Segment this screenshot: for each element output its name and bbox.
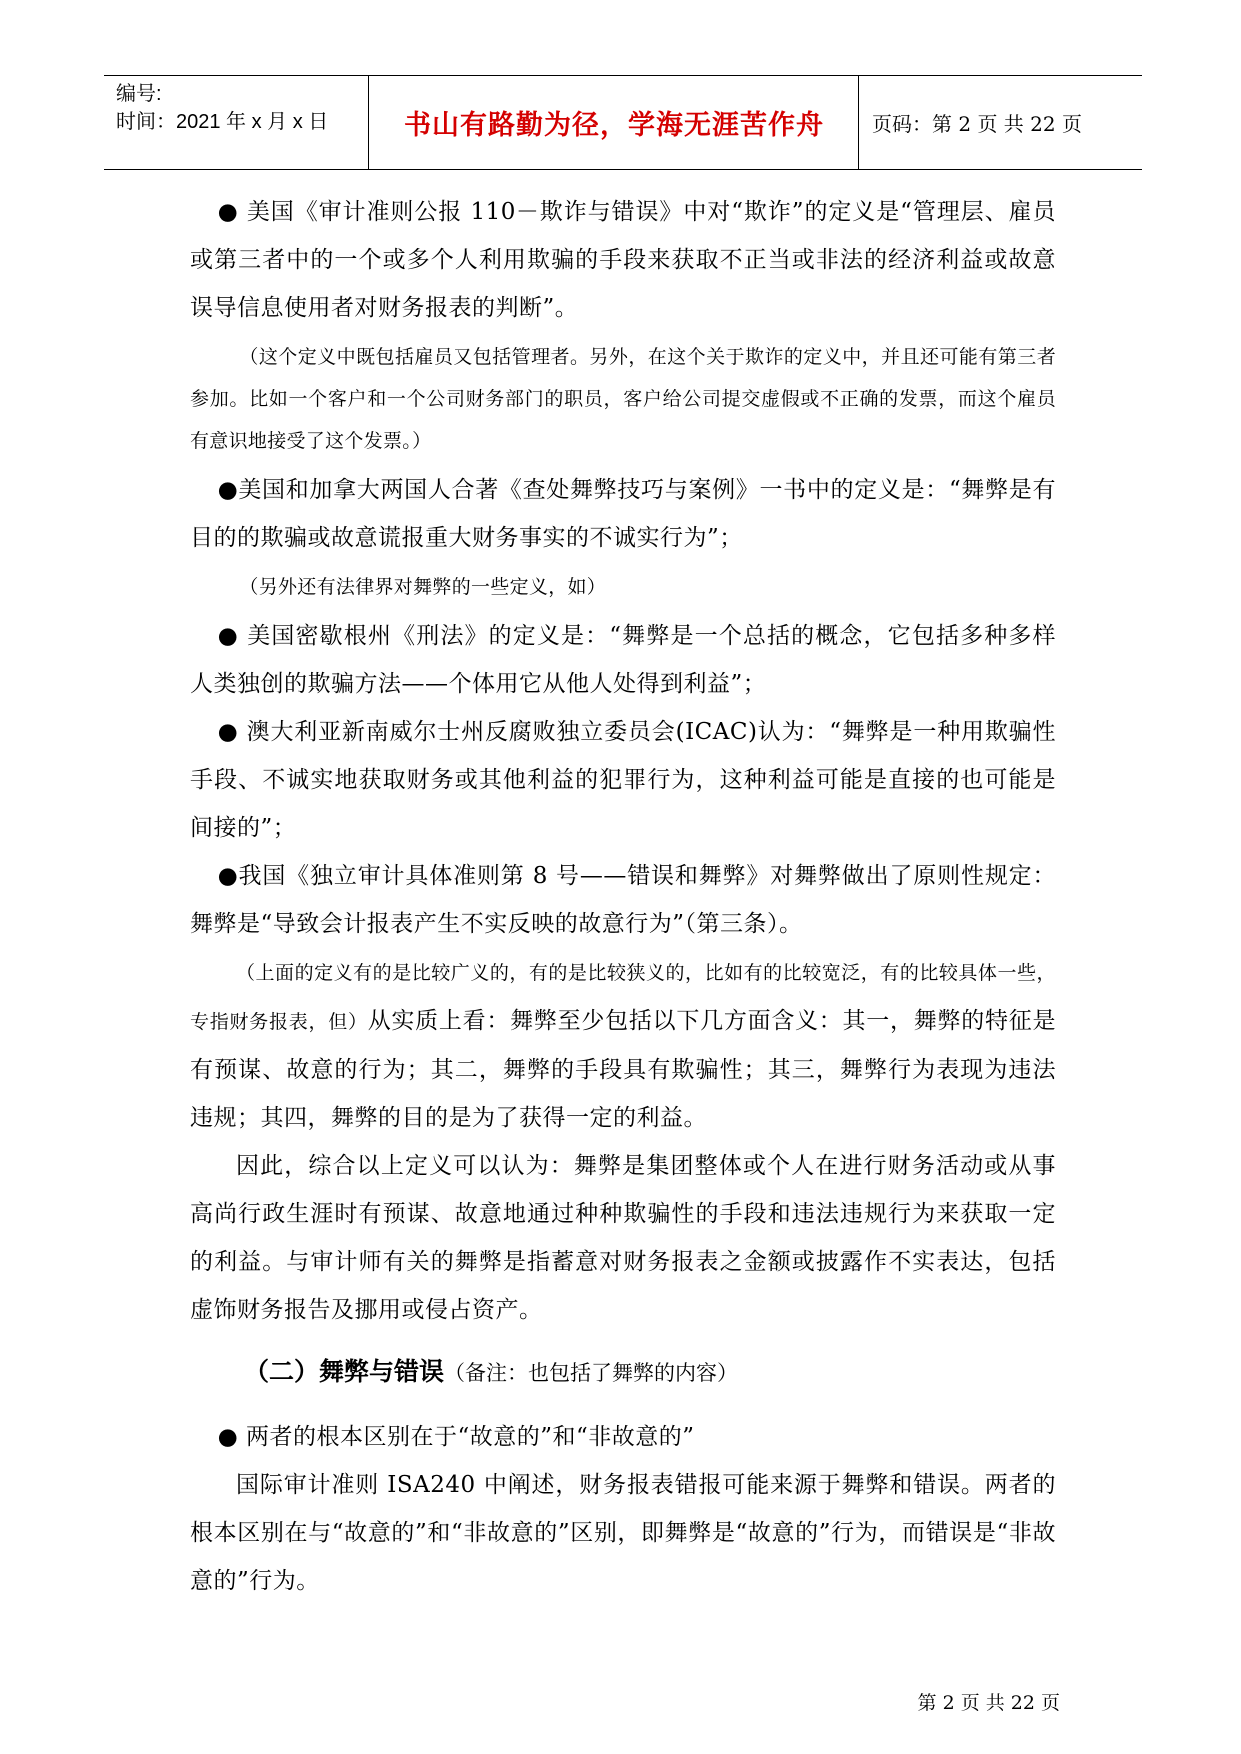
note-legal-definitions: （另外还有法律界对舞弊的一些定义，如） [239, 576, 607, 598]
paragraph-us-canada-book: ●美国和加拿大两国人合著《查处舞弊技巧与案例》一书中的定义是：“舞弊是有目的的欺骗或故意谎报重大财务事实的不诚实行为”； [190, 477, 1056, 551]
section-note: （备注：也包括了舞弊的内容） [444, 1361, 739, 1385]
time-label: 时间：2021 年 x 月 x 日 [116, 111, 329, 133]
essence-note: （上面的定义有的是比较广义的，有的是比较狭义的，比如有的比较宽泛，有的比较具体一些，专指财务报表，但） [190, 962, 1056, 1033]
essence-text: 从实质上看：舞弊至少包括以下几方面含义：其一，舞弊的特征是有预谋、故意的行为；其二，舞弊的手段具有欺骗性；其三，舞弊行为表现为违法违规；其四，舞弊的目的是为了获得一定的利益。 [190, 1008, 1056, 1131]
page-footer: 第 2 页 共 22 页 [917, 1692, 1060, 1714]
header-divider-right [858, 76, 859, 169]
section-title: （二）舞弊与错误 [244, 1357, 445, 1386]
paragraph-isa240: 国际审计准则 ISA240 中阐述，财务报表错报可能来源于舞弊和错误。两者的根本区别在与“故意的”和“非故意的”区别，即舞弊是“故意的”行为，而错误是“非故意的”行为。 [190, 1472, 1056, 1594]
paragraph-china-standard: ●我国《独立审计具体准则第 8 号——错误和舞弊》对舞弊做出了原则性规定：舞弊是“导致会计报表产生不实反映的故意行为”（第三条）。 [190, 863, 1056, 937]
note-definition-employees: （这个定义中既包括雇员又包括管理者。另外，在这个关于欺诈的定义中，并且还可能有第三者参加。比如一个客户和一个公司财务部门的职员，客户给公司提交虚假或不正确的发票，而这个雇员有意识地接受了这个发票。） [190, 346, 1056, 452]
header-table [104, 75, 1142, 170]
paragraph-essence [190, 948, 1056, 1142]
header-motto: 书山有路勤为径，学海无涯苦作舟 [404, 110, 824, 141]
paragraph-australia-icac: ● 澳大利亚新南威尔士州反腐败独立委员会(ICAC)认为：“舞弊是一种用欺骗性手段、不诚实地获取财务或其他利益的犯罪行为，这种利益可能是直接的也可能是间接的”； [190, 719, 1056, 841]
header-left-cell [116, 76, 366, 169]
paragraph-michigan-law: ● 美国密歇根州《刑法》的定义是：“舞弊是一个总括的概念，它包括多种多样人类独创的欺骗方法——个体用它从他人处得到利益”； [190, 623, 1056, 697]
paragraph-us-sas110: ● 美国《审计准则公报 110－欺诈与错误》中对“欺诈”的定义是“管理层、雇员或第三者中的一个或多个人利用欺骗的手段来获取不正当或非法的经济利益或故意误导信息使用者对财务报表的判断”。 [190, 199, 1056, 321]
section-heading [244, 1348, 1056, 1397]
number-label: 编号: [116, 83, 162, 105]
header-divider-left [368, 76, 369, 169]
paragraph-conclusion: 因此，综合以上定义可以认为：舞弊是集团整体或个人在进行财务活动或从事高尚行政生涯时有预谋、故意地通过种种欺骗性的手段和违法违规行为来获取一定的利益。与审计师有关的舞弊是指蓄意对财务报表之金额或披露作不实表达，包括虚饰财务报告及挪用或侵占资产。 [190, 1153, 1056, 1323]
document-body [190, 188, 1056, 1605]
header-page-info: 页码：第 2 页 共 22 页 [872, 112, 1082, 136]
paragraph-fundamental-difference: ● 两者的根本区别在于“故意的”和“非故意的” [217, 1424, 695, 1450]
